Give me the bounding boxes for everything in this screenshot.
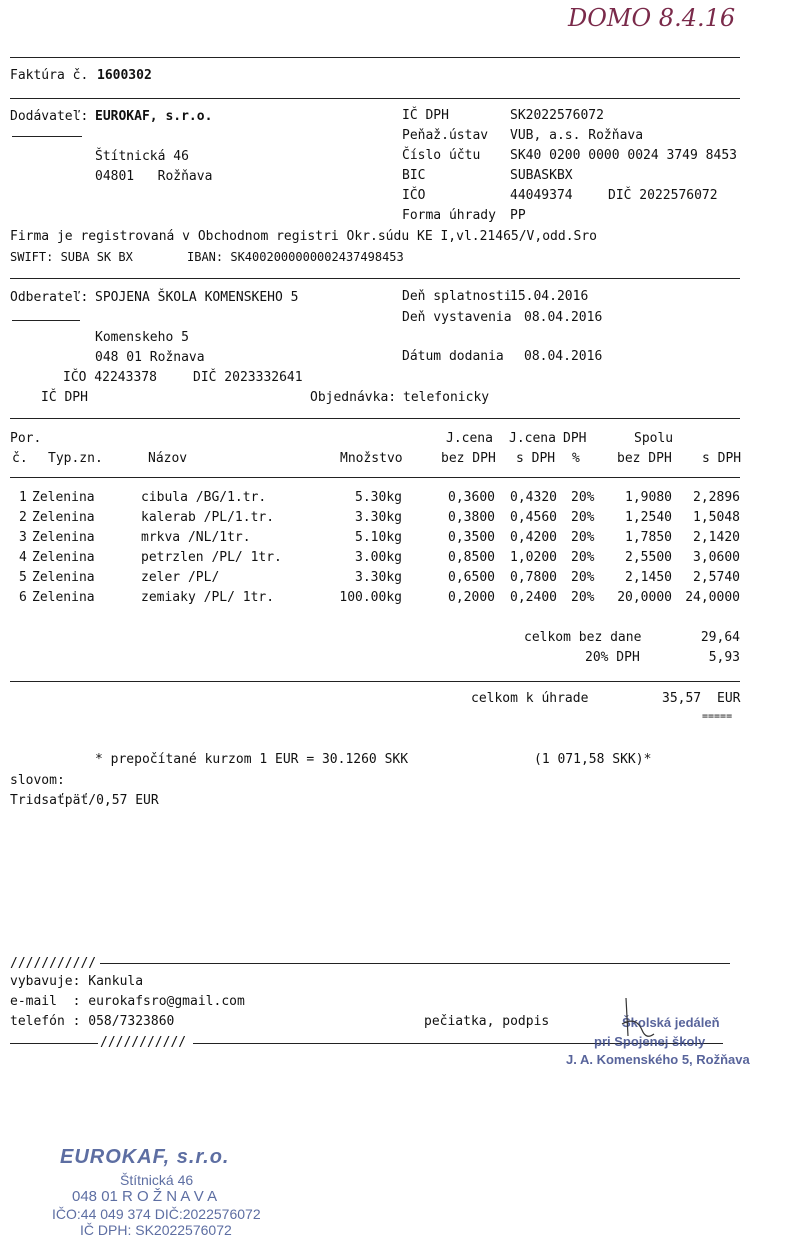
supplier-field-label: Číslo účtu [402,148,481,163]
supplier-field-label: IČO [402,188,426,203]
row-quantity: 3.30kg [355,570,402,585]
conversion-skk: (1 071,58 SKK)* [534,752,652,767]
col-header-jcena-s-2: s DPH [516,451,556,466]
row-number: 5 [19,570,27,585]
col-header-dph: DPH [563,431,587,446]
row-total-net: 2,5500 [625,550,672,565]
total-vat-label: 20% DPH [585,650,640,665]
row-type: Zelenina [32,510,95,525]
handwritten-note: DOMO 8.4.16 [568,4,736,32]
row-unit-price-gross: 0,4320 [510,490,557,505]
row-unit-price-net: 0,6500 [448,570,495,585]
col-header-spolu-s: s DPH [702,451,742,466]
school-stamp-line: J. A. Komenského 5, Rožňava [566,1052,750,1067]
total-vat: 5,93 [708,650,740,665]
supplier-field-label: IČ DPH [402,108,449,123]
row-total-gross: 2,2896 [693,490,740,505]
row-name: cibula /BG/1.tr. [141,490,267,505]
col-header-jcena-bez-2: bez DPH [441,451,496,466]
company-stamp-line: 048 01 R O Ž N A V A [72,1188,218,1205]
row-number: 2 [19,510,27,525]
row-name: zemiaky /PL/ 1tr. [141,590,275,605]
supplier-field-label: BIC [402,168,426,183]
total-due: 35,57 [662,691,702,706]
row-type: Zelenina [32,550,95,565]
row-unit-price-net: 0,3800 [448,510,495,525]
supplier-street: Štítnická 46 [95,149,189,164]
row-total-net: 1,9080 [625,490,672,505]
total-net: 29,64 [700,630,740,645]
row-vat: 20% [571,590,595,605]
supplier-field-value: 44049374 [510,188,573,203]
divider [10,98,740,99]
invoice-label: Faktúra č. [10,68,89,83]
supplier-field-value: PP [510,208,526,223]
row-vat: 20% [571,510,595,525]
col-header-typ: Typ.zn. [48,451,103,466]
supplier-zip-city: 04801 Rožňava [95,169,213,184]
row-name: zeler /PL/ [141,570,220,585]
footer-slashes: /////////// [10,956,97,971]
customer-label: Odberateľ: [10,290,89,305]
supplier-iban: IBAN: SK4002000000002437498453 [187,250,404,264]
total-net-label: celkom bez dane [524,630,642,645]
col-header-spolu-bez: bez DPH [617,451,672,466]
customer-zip-city: 048 01 Rožnava [95,350,205,365]
supplier-swift: SWIFT: SUBA SK BX [10,250,133,264]
col-header-nazov: Názov [148,451,188,466]
issue-date: 08.04.2016 [524,310,603,325]
supplier-field-label: Forma úhrady [402,208,496,223]
row-quantity: 100.00kg [339,590,402,605]
row-type: Zelenina [32,530,95,545]
row-total-gross: 24,0000 [685,590,740,605]
row-vat: 20% [571,570,595,585]
total-currency: EUR [717,691,741,706]
row-unit-price-gross: 0,4200 [510,530,557,545]
row-quantity: 3.00kg [355,550,402,565]
order-label: Objednávka: [310,390,397,405]
school-stamp-line: pri Spojenej školy [594,1034,706,1049]
row-number: 6 [19,590,27,605]
company-stamp-line: Štítnická 46 [120,1172,194,1188]
row-unit-price-gross: 1,0200 [510,550,557,565]
row-total-net: 20,0000 [617,590,672,605]
issued-by: vybavuje: Kankula [10,974,144,989]
divider [10,1043,98,1044]
company-stamp-line: EUROKAF, s.r.o. [60,1146,230,1168]
company-stamp-line: IČO:44 049 374 DIČ:2022576072 [52,1206,261,1222]
row-unit-price-gross: 0,4560 [510,510,557,525]
supplier-field-value: VUB, a.s. Rožňava [510,128,644,143]
row-vat: 20% [571,550,595,565]
total-double-underline: ===== [702,711,733,722]
divider [10,57,740,58]
col-header-dph-pct: % [572,451,580,466]
row-total-net: 2,1450 [625,570,672,585]
row-total-gross: 1,5048 [693,510,740,525]
divider [10,477,740,478]
company-stamp-line: IČ DPH: SK2022576072 [80,1222,232,1238]
customer-icdph: IČ DPH [41,390,88,405]
row-unit-price-net: 0,3600 [448,490,495,505]
supplier-field-value: SK40 0200 0000 0024 3749 8453 [510,148,737,163]
footer-slashes-2: /////////// [100,1035,187,1050]
words-amount: Tridsaťpäť/0,57 EUR [10,793,159,808]
col-header-mnozstvo: Množstvo [340,451,403,466]
supplier-underline [12,136,82,137]
company-stamp [50,1146,290,1246]
supplier-dic: DIČ 2022576072 [608,188,718,203]
row-total-gross: 2,5740 [693,570,740,585]
supplier-field-label: Peňaž.ústav [402,128,489,143]
stamp-sign-label: pečiatka, podpis [424,1014,550,1029]
row-total-net: 1,7850 [625,530,672,545]
supplier-name: EUROKAF, s.r.o. [95,109,213,124]
divider [10,278,740,279]
row-quantity: 5.10kg [355,530,402,545]
delivery-date: 08.04.2016 [524,349,603,364]
row-name: petrzlen /PL/ 1tr. [141,550,282,565]
row-vat: 20% [571,490,595,505]
divider [10,681,740,682]
divider [10,418,740,419]
total-due-label: celkom k úhrade [471,691,589,706]
customer-ico: IČO 42243378 [63,370,157,385]
col-header-jcena-bez: J.cena [446,431,493,446]
contact-email: e-mail : eurokafsro@gmail.com [10,994,245,1009]
row-type: Zelenina [32,490,95,505]
row-quantity: 3.30kg [355,510,402,525]
customer-street: Komenskeho 5 [95,330,189,345]
row-unit-price-gross: 0,7800 [510,570,557,585]
conversion-note: * prepočítané kurzom 1 EUR = 30.1260 SKK [95,752,409,767]
row-total-net: 1,2540 [625,510,672,525]
customer-underline [12,320,80,321]
customer-dic: DIČ 2023332641 [193,370,303,385]
row-vat: 20% [571,530,595,545]
issue-date-label: Deň vystavenia [402,310,512,325]
col-header-c: č. [12,451,28,466]
supplier-field-value: SUBASKBX [510,168,573,183]
words-label: slovom: [10,773,65,788]
row-unit-price-gross: 0,2400 [510,590,557,605]
invoice-number: 1600302 [97,68,152,83]
row-name: kalerab /PL/1.tr. [141,510,275,525]
contact-phone: telefón : 058/7323860 [10,1014,175,1029]
row-unit-price-net: 0,3500 [448,530,495,545]
row-unit-price-net: 0,2000 [448,590,495,605]
supplier-label: Dodávateľ: [10,109,89,124]
school-stamp-line: Školská jedáleň [622,1015,720,1030]
supplier-field-value: SK2022576072 [510,108,604,123]
supplier-registry: Firma je registrovaná v Obchodnom registri Okr.súdu KE I,vl.21465/V,odd.Sro [10,229,597,244]
signature [618,996,658,1046]
row-name: mrkva /NL/1tr. [141,530,251,545]
col-header-por: Por. [10,431,42,446]
col-header-spolu: Spolu [634,431,674,446]
row-type: Zelenina [32,590,95,605]
col-header-jcena-s: J.cena [509,431,556,446]
row-unit-price-net: 0,8500 [448,550,495,565]
row-number: 1 [19,490,27,505]
row-total-gross: 3,0600 [693,550,740,565]
customer-name: SPOJENA ŠKOLA KOMENSKEHO 5 [95,290,299,305]
row-quantity: 5.30kg [355,490,402,505]
divider [100,963,730,964]
row-total-gross: 2,1420 [693,530,740,545]
delivery-date-label: Dátum dodania [402,349,504,364]
due-date-label: Deň splatnosti [402,289,512,304]
order-value: telefonicky [403,390,490,405]
row-type: Zelenina [32,570,95,585]
row-number: 4 [19,550,27,565]
row-number: 3 [19,530,27,545]
due-date: 15.04.2016 [510,289,589,304]
